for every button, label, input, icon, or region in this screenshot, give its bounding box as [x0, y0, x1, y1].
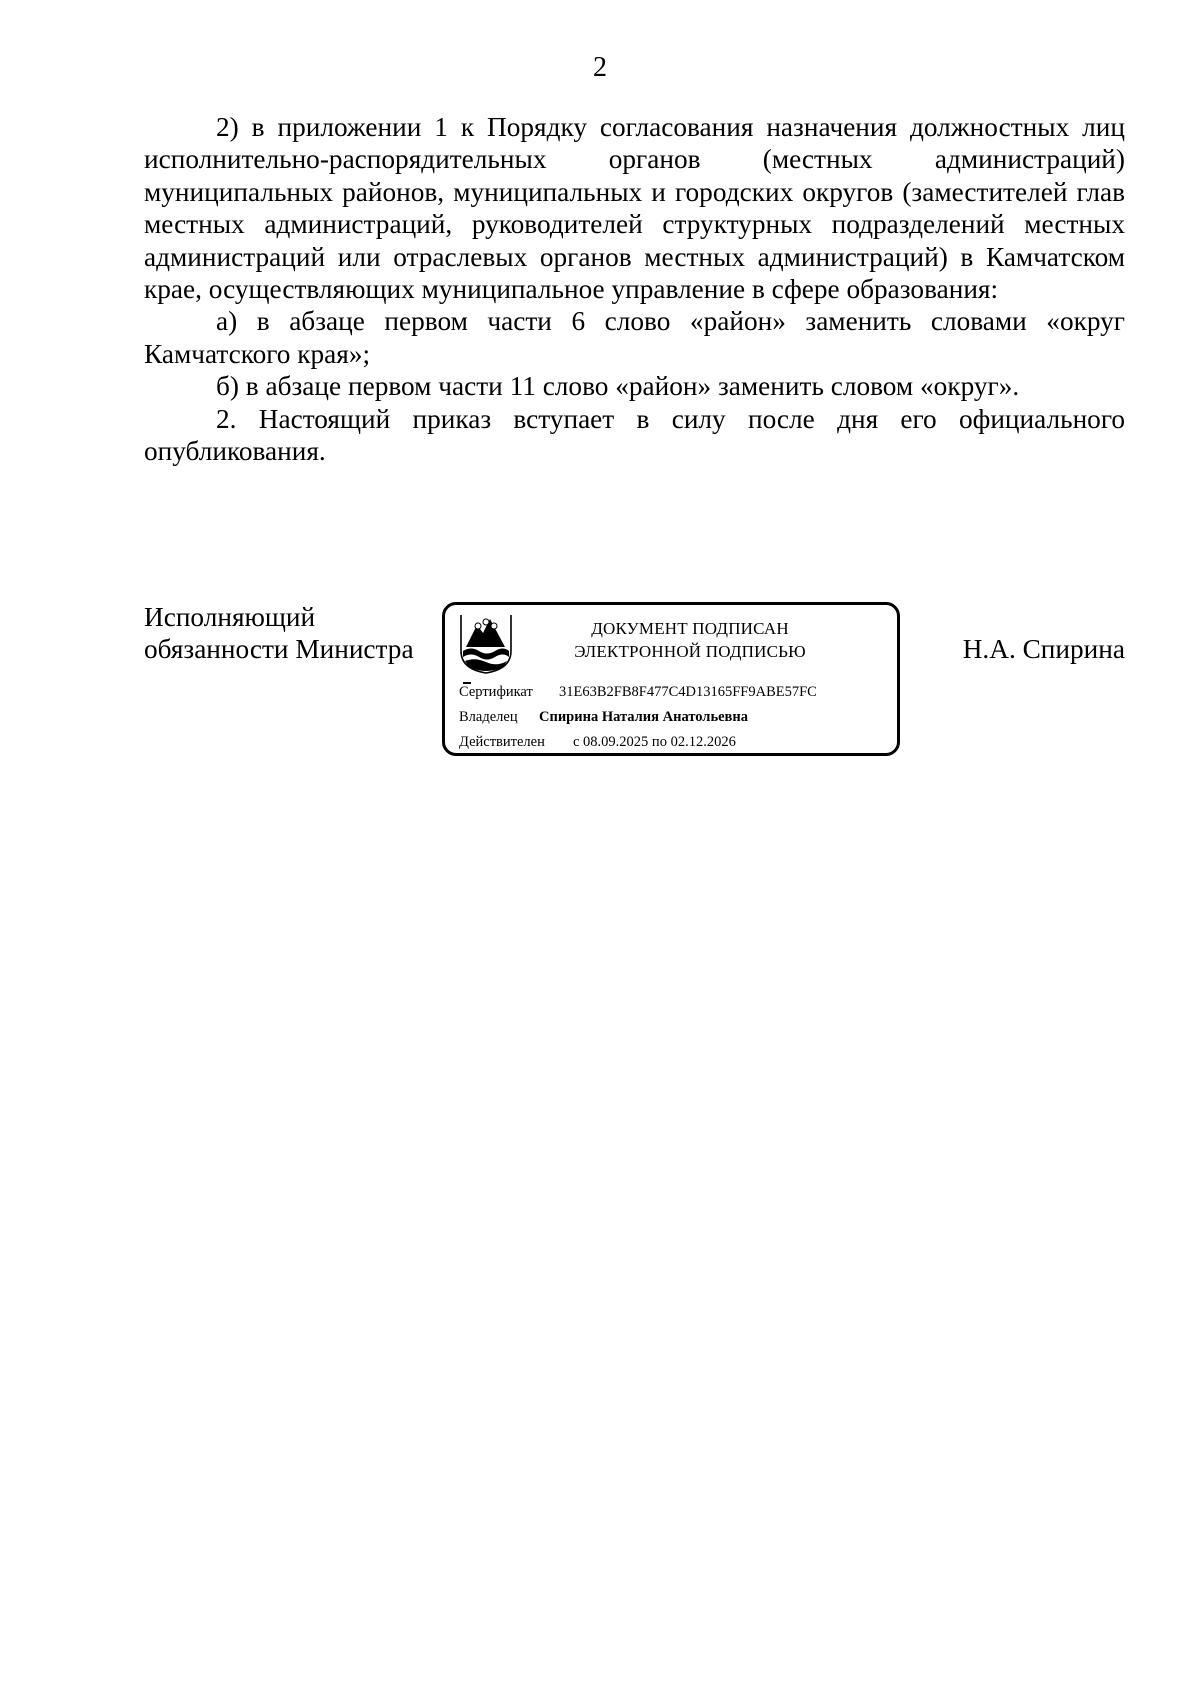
stamp-owner-row	[459, 708, 748, 726]
document-body	[144, 111, 1125, 467]
electronic-signature-stamp	[442, 602, 900, 756]
certificate-label: Сертификат	[459, 684, 533, 700]
stamp-heading-line2: ЭЛЕКТРОННОЙ ПОДПИСЬЮ	[574, 642, 806, 661]
validity-label: Действителен	[459, 734, 545, 750]
signer-position	[144, 601, 414, 666]
paragraph-effective-date: 2. Настоящий приказ вступает в силу после дня его официального опубликования.	[144, 403, 1125, 467]
certificate-value: 31E63B2FB8F477C4D13165FF9ABE57FC	[559, 684, 817, 700]
stamp-heading	[550, 617, 830, 663]
signer-name: Н.А. Спирина	[962, 634, 1125, 664]
validity-value: с 08.09.2025 по 02.12.2026	[573, 734, 736, 750]
owner-label: Владелец	[459, 709, 518, 725]
owner-value: Спирина Наталия Анатольевна	[539, 709, 748, 725]
paragraph-subpoint-b: б) в абзаце первом части 11 слово «район» заменить словом «округ».	[216, 371, 1020, 402]
stamp-certificate-row	[459, 683, 817, 701]
paragraph-appendix-amendment: 2) в приложении 1 к Порядку согласования назначения должностных лиц исполнительно-распорядительных органов (местных администраций) муниципальных районов, муниципальных и городских округов (заместителей глав местных администраций, руководителей структурных подразделений местных администраций или отраслевых органов местных администраций) в Камчатском крае, осуществляющих муниципальное управление в сфере образования:	[144, 112, 1125, 305]
stamp-validity-row	[459, 733, 736, 751]
signer-position-line1: Исполняющий	[144, 602, 316, 632]
signer-position-line2: обязанности Министра	[144, 634, 414, 665]
paragraph-subpoint-a: а) в абзаце первом части 6 слово «район» заменить словами «округ Камчатского края»;	[144, 306, 1125, 369]
stamp-heading-line1: ДОКУМЕНТ ПОДПИСАН	[591, 619, 789, 638]
page-number: 2	[593, 52, 607, 83]
kamchatka-coat-of-arms-icon	[457, 613, 515, 675]
